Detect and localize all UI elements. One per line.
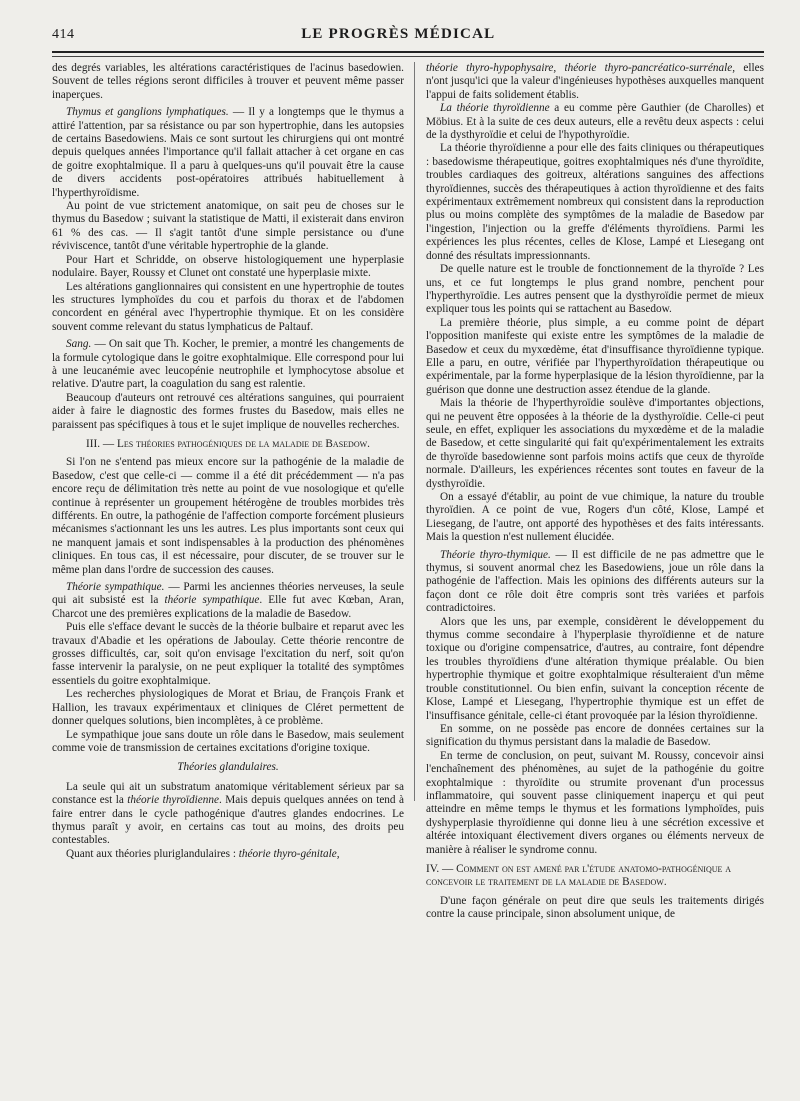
left-column <box>52 62 404 1091</box>
paragraph: La seule qui ait un substratum anatomique véritablement sérieux par sa constance est la théorie thyroïdienne. Mais depuis quelques années on tend à faire entrer dans le cycle pathogénique d'autres glandes endocrines. Le thymus paraît y avoir, en certains cas tout au moins, des droits peu contestables. <box>52 780 404 847</box>
paragraph: Puis elle s'efface devant le succès de la théorie bulbaire et reparut avec les travaux d'Abadie et les opérations de Jaboulay. Cette théorie rencontre de grosses difficultés, car, soit qu'on envisage l'excitation du nerf, soit qu'on fasse intervenir la paralysie, on ne peut expliquer la totalité des symptômes essentiels du goitre exophtalmique. <box>52 621 404 687</box>
paragraph: D'une façon générale on peut dire que seuls les traitements dirigés contre la cause principale, sinon absolument unique, de <box>426 894 764 921</box>
column-divider <box>414 62 415 801</box>
paragraph: Le sympathique joue sans doute un rôle dans le Basedow, mais seulement comme voie de transmission de certaines excitations d'origine toxique. <box>52 728 404 754</box>
paragraph: Quant aux théories pluriglandulaires : théorie thyro-génitale, <box>66 847 340 860</box>
subheading-thymus: Thymus et ganglions lymphatiques. <box>66 106 229 119</box>
subheading-sang: Sang. <box>66 338 92 351</box>
paragraph: Alors que les uns, par exemple, considèrent le développement du thymus comme secondaire à l'hyperplasie thyroïdienne et de nature toxique ou d'origine compensatrice, d'autres, au contraire, font dépendre les troubles thyroïdiens d'une altération thymique préalable. Ou bien hypertrophie thymique et goitre exophtalmique résulteraient d'un même trouble constitutionnel. Ou bien enfin, suivant la conception récente de Klose, Lampé et Liesegang, l'hypertrophie thymique est un effet de l'insuffisance génitale, celle-ci étant provoquée par la lésion thyroïdienne. <box>426 615 764 722</box>
paragraph-thyro-thymique: Théorie thyro-thymique. — Il est difficile de ne pas admettre que le thymus, si souvent anormal chez les Basedowiens, joue un rôle dans la pathogénie de l'affection. Mais les opinions des différents auteurs sur la façon dont ce rôle doit être compris sont très variées et parfois contradictoires. <box>426 548 764 615</box>
paragraph: On a essayé d'établir, au point de vue chimique, la nature du trouble thyroïdien. A ce point de vue, Rogers d'un côté, Klose, Lampé et Liesegang, de l'autre, ont apporté des hypothèses et des faits intéressants. Mais la question n'est nullement élucidée. <box>426 491 764 544</box>
subheading-thyro-thymique: Théorie thyro-thymique. <box>440 548 551 561</box>
page-number: 414 <box>52 27 75 42</box>
paragraph: Si l'on ne s'entend pas mieux encore sur la pathogénie de la maladie de Basedow, c'est que celle-ci — comme il a été dit précédemment — n'a pas encore reçu de délimitation très nette au point de vue nosologique et qu'elle continue à représenter un groupement hétérogène de troubles morbides très différents. En outre, la pathogénie de l'affection comporte forcément plusieurs mécanismes s'actionnant les uns les autres. Les plus importants sont ceux qui ne manquent jamais et sont indispensables à la production des phénomènes cliniques. En tous cas, il est nécessaire, pour discuter, de se trouver sur le même plan dans l'ordre de succession des causes. <box>52 456 404 576</box>
paragraph: Les recherches physiologiques de Morat et Briau, de François Frank et Hallion, les travaux expérimentaux et cliniques de Cléret permettent de donner quelques solutions, bien incomplètes, à ce problème. <box>52 688 404 728</box>
subheading-glandulaires: Théories glandulaires. <box>177 761 279 774</box>
paragraph: des degrés variables, les altérations caractéristiques de l'acinus basedowien. Souvent de telles régions seront difficiles à trouver et peuvent même passer inaperçues. <box>52 62 404 101</box>
paragraph-thymus: Thymus et ganglions lymphatiques. — Il y a longtemps que le thymus a attiré l'attention, par sa résistance ou par son hypertrophie, dans les autopsies de certains Basedowiens. Mais ce sont surtout les chirurgiens qui ont montré depuis quelques années l'importance qu'il fallait attacher à cet organe en cas de goitre exophtalmique. Il a paru à quelques-uns qu'il pouvait être la cause de divers accidents post-opératoires attribués habituellement à l'hyperthyroïdisme. <box>52 106 404 199</box>
section-heading-4: IV. — Comment on est amené par l'étude anatomo-pathogénique a concevoir le traitement de la maladie de Basedow. <box>426 862 732 889</box>
paragraph: La théorie thyroïdienne a pour elle des faits cliniques ou thérapeutiques : basedowisme thérapeutique, goitres exophtalmiques nés d'une thyroïdite, troubles cardiaques des goitreux, altérations sanguines des affections thyroïdiennes, succès des thérapeutiques à action thyroïdienne et des faits expérimentaux extrêmement nombreux qui consistent dans la reproduction plus ou moins complète des symptômes de la maladie de Basedow par l'ingestion, l'injection ou la greffe d'éléments thyroïdiens. Parmi les expériences les plus récentes, celles de Klose, Lampé et Liesegang ont donné des résultats impressionnants. <box>426 142 764 262</box>
paragraph: En somme, on ne possède pas encore de données certaines sur la signification du thymus persistant dans la maladie de Basedow. <box>426 722 764 749</box>
page-header <box>52 26 762 48</box>
header-rule-thick <box>52 51 764 53</box>
header-rule-thin <box>52 56 764 57</box>
paragraph: Beaucoup d'auteurs ont retrouvé ces altérations sanguines, qui pourraient aider à faire le diagnostic des formes frustes du Basedow, mais elles ne paraissent pas spécifiques à tous et le sujet implique de nouvelles recherches. <box>52 391 404 431</box>
paragraph: Les altérations ganglionnaires qui consistent en une hypertrophie de toutes les structures lymphoïdes du cou et parfois du thorax et de l'abdomen concordent en général avec l'hypertrophie thymique. Et on les considère souvent comme relevant du status lymphaticus de Paltauf. <box>52 280 404 333</box>
right-column <box>426 62 764 1091</box>
paragraph: Mais la théorie de l'hyperthyroïdie soulève d'importantes objections, qui ne peuvent être opposées à la théorie de la dysthyroïdie. Celle-ci peut seule, en effet, expliquer les associations du myxœdème et de la maladie de Basedow, et cette singularité qui fait qu'expérimentalement les extraits de thyroïde basedowienne sont parfois moins actifs que ceux de thyroïde normale. D'ailleurs, les expériences récentes sont toutes en faveur de la dysthyroïdie. <box>426 397 764 490</box>
paragraph-sang: Sang. — On sait que Th. Kocher, le premier, a montré les changements de la formule cytologique dans le goitre exophtalmique. Elle correspond pour lui à une leucanémie avec leucopénie neutrophile et lymphocytose absolue et relative. D'autre part, la coagulation du sang est ralentie. <box>52 338 404 391</box>
paragraph: La théorie thyroïdienne a eu comme père Gauthier (de Charolles) et Möbius. Et à la suite de ces deux auteurs, elle a revêtu deux aspects : celui de la dysthyroïdie et celui de l'hypothyroïdie. <box>426 102 764 142</box>
paragraph: De quelle nature est le trouble de fonctionnement de la thyroïde ? Les uns, et ce fut longtemps le plus grand nombre, penchent pour l'hyperthyroïdie. Les autres pensent que la dysthyroïdie permet de mieux expliquer tous les points qui se rattachent au Basedow. <box>426 263 764 316</box>
section-heading-3: III. — Les théories pathogéniques de la maladie de Basedow. <box>86 437 370 450</box>
paragraph: théorie thyro-hypophysaire, théorie thyro-pancréatico-surrénale, elles n'ont jusqu'ici que la valeur d'ingénieuses hypothèses auxquelles manquent l'appui de faits solidement établis. <box>426 62 764 101</box>
paragraph-sympathique: Théorie sympathique. — Parmi les anciennes théories nerveuses, la seule qui ait subsisté est la théorie sympathique. Elle fut avec Kœban, Aran, Charcot une des premières explications de la maladie de Basedow. <box>52 581 404 620</box>
paragraph: En terme de conclusion, on peut, suivant M. Roussy, concevoir ainsi l'enchaînement des phénomènes, au sujet de la pathogénie du goitre exophtalmique : thyroïdite ou strumite provenant d'un processus inflammatoire, qui souvent passe cliniquement inaperçu et qui peut atteindre en même temps le thymus et les formations lymphoïdes, puis dyshyperplasie thyroïdienne qui donne lieu à une sécrétion excessive et altérée intoxiquant électivement divers organes ou éléments nerveux de manière à réaliser le syndrome connu. <box>426 749 764 856</box>
paragraph: Au point de vue strictement anatomique, on sait peu de choses sur le thymus du Basedow ; suivant la statistique de Matti, il existerait dans environ 61 % des cas. — Il s'agit tantôt d'une simple persistance ou d'une réviviscence, tantôt d'une véritable hypertrophie de la glande. <box>52 200 404 253</box>
paragraph: La première théorie, plus simple, a eu comme point de départ l'opposition manifeste qui existe entre les symptômes de la maladie de Basedow et ceux du myxœdème, état d'insuffisance thyroïdienne typique. Elle a paru, en outre, vérifiée par l'hyperthyroïdation thérapeutique ou expérimentale, par la forme hyperplasique de la lésion thyroïdienne, par la guérison que donne une destruction assez étendue de la glande. <box>426 316 764 396</box>
subheading-sympathique: Théorie sympathique. <box>66 581 165 594</box>
journal-title: LE PROGRÈS MÉDICAL <box>301 26 496 42</box>
paragraph: Pour Hart et Schridde, on observe histologiquement une hyperplasie nodulaire. Bayer, Roussy et Clunet ont constaté une hyperplasie mixte. <box>52 253 404 280</box>
